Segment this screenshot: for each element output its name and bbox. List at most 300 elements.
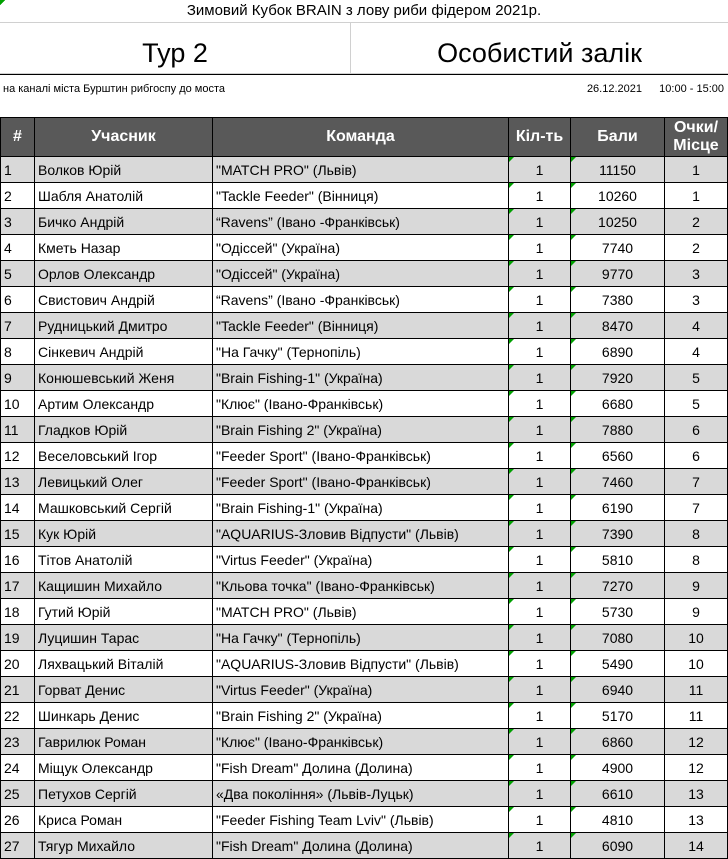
row-number-text: 21 bbox=[4, 681, 20, 698]
team-name-text: "Brain Fishing-1" (Україна) bbox=[216, 499, 383, 516]
team-name-text: «Два покоління» (Львів-Луцьк) bbox=[216, 785, 414, 802]
quantity-cell-text: 1 bbox=[535, 317, 544, 334]
row-number bbox=[1, 755, 35, 781]
place-cell bbox=[665, 339, 728, 365]
team-name bbox=[213, 391, 509, 417]
points-cell bbox=[571, 755, 665, 781]
participant-name bbox=[35, 495, 213, 521]
quantity-cell-text: 1 bbox=[535, 369, 544, 386]
team-name bbox=[213, 547, 509, 573]
team-name-text: "MATCH PRO" (Львів) bbox=[216, 603, 357, 620]
place-cell-text: 2 bbox=[692, 213, 700, 230]
points-cell bbox=[571, 417, 665, 443]
cell-marker-icon bbox=[571, 677, 576, 682]
row-number bbox=[1, 157, 35, 183]
quantity-cell-text: 1 bbox=[535, 551, 544, 568]
cell-marker-icon bbox=[571, 755, 576, 760]
points-cell-text: 6610 bbox=[601, 785, 634, 802]
team-name-text: "Одіссей" (Україна) bbox=[216, 265, 340, 282]
quantity-cell bbox=[509, 495, 571, 521]
points-cell-text: 6860 bbox=[601, 733, 634, 750]
team-name bbox=[213, 651, 509, 677]
cell-marker-icon bbox=[571, 807, 576, 812]
participant-name bbox=[35, 651, 213, 677]
cell-marker-icon bbox=[571, 703, 576, 708]
place-cell-text: 7 bbox=[692, 473, 700, 490]
points-cell-text: 7380 bbox=[601, 291, 634, 308]
participant-name bbox=[35, 157, 213, 183]
table-row bbox=[1, 365, 728, 391]
participant-name bbox=[35, 547, 213, 573]
place-cell-text: 4 bbox=[692, 317, 700, 334]
team-name bbox=[213, 703, 509, 729]
quantity-cell bbox=[509, 209, 571, 235]
quantity-cell bbox=[509, 417, 571, 443]
team-name-text: "Tackle Feeder" (Вінниця) bbox=[216, 317, 379, 334]
points-cell bbox=[571, 625, 665, 651]
row-number-text: 1 bbox=[4, 161, 12, 178]
row-number-text: 3 bbox=[4, 213, 12, 230]
row-number-text: 6 bbox=[4, 291, 12, 308]
cell-marker-icon bbox=[509, 703, 514, 708]
team-name bbox=[213, 573, 509, 599]
cell-marker-icon bbox=[571, 573, 576, 578]
participant-name bbox=[35, 807, 213, 833]
participant-name bbox=[35, 391, 213, 417]
quantity-cell bbox=[509, 157, 571, 183]
quantity-cell-text: 1 bbox=[535, 291, 544, 308]
row-number-text: 27 bbox=[4, 837, 20, 854]
row-number bbox=[1, 807, 35, 833]
quantity-cell-text: 1 bbox=[535, 473, 544, 490]
points-cell-text: 7390 bbox=[601, 525, 634, 542]
team-name-text: "MATCH PRO" (Львів) bbox=[216, 161, 357, 178]
place-cell bbox=[665, 807, 728, 833]
team-name-text: "Одіссей" (Україна) bbox=[216, 239, 340, 256]
participant-name-text: Кук Юрій bbox=[38, 525, 97, 542]
row-number bbox=[1, 547, 35, 573]
points-cell bbox=[571, 261, 665, 287]
place-cell-text: 4 bbox=[692, 343, 700, 360]
team-name-text: "Tackle Feeder" (Вінниця) bbox=[216, 187, 379, 204]
cell-marker-icon bbox=[571, 495, 576, 500]
team-name-text: "Кльова точка" (Івано-Франківськ) bbox=[216, 577, 435, 594]
row-number bbox=[1, 443, 35, 469]
place-cell-text: 1 bbox=[692, 161, 700, 178]
col-header-quantity: Кіл-ть bbox=[509, 118, 571, 157]
round-label: Тур 2 bbox=[0, 23, 351, 73]
participant-name-text: Машковський Сергій bbox=[38, 499, 172, 516]
points-cell bbox=[571, 573, 665, 599]
table-row bbox=[1, 391, 728, 417]
participant-name-text: Гутий Юрій bbox=[38, 603, 111, 620]
place-cell bbox=[665, 729, 728, 755]
row-number-text: 11 bbox=[4, 421, 19, 438]
participant-name-text: Ляхвацький Віталій bbox=[38, 655, 164, 672]
participant-name-text: Гаврилюк Роман bbox=[38, 733, 146, 750]
team-name-text: "Virtus Feeder" (Україна) bbox=[216, 551, 373, 568]
quantity-cell-text: 1 bbox=[535, 733, 544, 750]
place-cell bbox=[665, 287, 728, 313]
row-number bbox=[1, 781, 35, 807]
row-number bbox=[1, 573, 35, 599]
points-cell-text: 4810 bbox=[601, 811, 634, 828]
cell-marker-icon bbox=[571, 651, 576, 656]
cell-marker-icon bbox=[571, 547, 576, 552]
cell-marker-icon bbox=[509, 625, 514, 630]
competition-title: Зимовий Кубок BRAIN з лову риби фідером 2021р. bbox=[0, 0, 728, 23]
points-cell bbox=[571, 183, 665, 209]
team-name-text: "Feeder Fishing Team Lviv" (Львів) bbox=[216, 811, 434, 828]
points-cell bbox=[571, 781, 665, 807]
place-cell bbox=[665, 261, 728, 287]
points-cell bbox=[571, 287, 665, 313]
table-row bbox=[1, 677, 728, 703]
points-cell bbox=[571, 599, 665, 625]
place-cell bbox=[665, 235, 728, 261]
participant-name bbox=[35, 781, 213, 807]
quantity-cell-text: 1 bbox=[535, 603, 544, 620]
quantity-cell-text: 1 bbox=[535, 239, 544, 256]
table-row bbox=[1, 547, 728, 573]
cell-marker-icon bbox=[509, 261, 514, 266]
quantity-cell-text: 1 bbox=[535, 655, 544, 672]
cell-marker-icon bbox=[509, 547, 514, 552]
participant-name-text: Тягур Михайло bbox=[38, 837, 136, 854]
row-number-text: 18 bbox=[4, 603, 20, 620]
place-cell bbox=[665, 651, 728, 677]
event-info bbox=[0, 74, 728, 103]
row-number bbox=[1, 625, 35, 651]
points-cell bbox=[571, 339, 665, 365]
place-cell bbox=[665, 625, 728, 651]
quantity-cell bbox=[509, 339, 571, 365]
participant-name bbox=[35, 209, 213, 235]
points-cell-text: 4900 bbox=[601, 759, 634, 776]
participant-name-text: Рудницький Дмитро bbox=[38, 317, 168, 334]
place-cell bbox=[665, 209, 728, 235]
results-table bbox=[0, 117, 728, 859]
quantity-cell-text: 1 bbox=[535, 759, 544, 776]
quantity-cell bbox=[509, 651, 571, 677]
table-row bbox=[1, 287, 728, 313]
quantity-cell-text: 1 bbox=[535, 447, 544, 464]
table-row bbox=[1, 521, 728, 547]
place-cell bbox=[665, 495, 728, 521]
place-cell-text: 8 bbox=[692, 551, 700, 568]
participant-name-text: Волков Юрій bbox=[38, 161, 122, 178]
cell-marker-icon bbox=[571, 157, 576, 162]
points-cell-text: 7270 bbox=[601, 577, 634, 594]
cell-marker-icon bbox=[509, 833, 514, 838]
team-name bbox=[213, 417, 509, 443]
cell-marker-icon bbox=[571, 287, 576, 292]
row-number bbox=[1, 209, 35, 235]
cell-marker-icon bbox=[509, 365, 514, 370]
cell-marker-icon bbox=[509, 443, 514, 448]
row-number-text: 19 bbox=[4, 629, 20, 646]
participant-name bbox=[35, 573, 213, 599]
table-header-row bbox=[1, 118, 728, 157]
table-row bbox=[1, 729, 728, 755]
participant-name bbox=[35, 287, 213, 313]
participant-name bbox=[35, 599, 213, 625]
quantity-cell-text: 1 bbox=[535, 629, 544, 646]
place-cell-text: 9 bbox=[692, 603, 700, 620]
participant-name-text: Свистович Андрій bbox=[38, 291, 155, 308]
points-cell bbox=[571, 313, 665, 339]
points-cell-text: 11150 bbox=[599, 161, 636, 178]
team-name-text: "На Гачку" (Тернопіль) bbox=[216, 343, 361, 360]
cell-marker-icon bbox=[509, 391, 514, 396]
team-name bbox=[213, 495, 509, 521]
place-cell-text: 6 bbox=[692, 447, 700, 464]
table-row bbox=[1, 469, 728, 495]
participant-name bbox=[35, 625, 213, 651]
place-cell bbox=[665, 469, 728, 495]
team-name bbox=[213, 521, 509, 547]
row-number-text: 7 bbox=[4, 317, 12, 334]
place-cell-text: 8 bbox=[692, 525, 700, 542]
table-row bbox=[1, 209, 728, 235]
quantity-cell bbox=[509, 703, 571, 729]
row-number-text: 14 bbox=[4, 499, 20, 516]
participant-name-text: Сінкевич Андрій bbox=[38, 343, 144, 360]
row-number-text: 23 bbox=[4, 733, 20, 750]
points-cell-text: 10250 bbox=[598, 213, 637, 230]
row-number-text: 12 bbox=[4, 447, 20, 464]
table-row bbox=[1, 703, 728, 729]
row-number-text: 26 bbox=[4, 811, 20, 828]
points-cell-text: 9770 bbox=[601, 265, 634, 282]
cell-marker-icon bbox=[509, 469, 514, 474]
place-cell-text: 5 bbox=[692, 395, 700, 412]
team-name-text: "Клює" (Івано-Франківськ) bbox=[216, 395, 384, 412]
participant-name bbox=[35, 703, 213, 729]
row-number bbox=[1, 183, 35, 209]
points-cell-text: 10260 bbox=[598, 187, 637, 204]
row-number bbox=[1, 729, 35, 755]
team-name bbox=[213, 781, 509, 807]
place-cell-text: 7 bbox=[692, 499, 700, 516]
points-cell-text: 6090 bbox=[601, 837, 634, 854]
cell-marker-icon bbox=[571, 625, 576, 630]
participant-name-text: Міщук Олександр bbox=[38, 759, 153, 776]
quantity-cell bbox=[509, 365, 571, 391]
points-cell-text: 7920 bbox=[601, 369, 634, 386]
team-name bbox=[213, 339, 509, 365]
table-row bbox=[1, 755, 728, 781]
team-name bbox=[213, 365, 509, 391]
points-cell-text: 7740 bbox=[601, 239, 634, 256]
place-cell bbox=[665, 417, 728, 443]
participant-name-text: Криса Роман bbox=[38, 811, 123, 828]
place-cell-text: 2 bbox=[692, 239, 700, 256]
quantity-cell-text: 1 bbox=[535, 421, 544, 438]
cell-marker-icon bbox=[509, 157, 514, 162]
participant-name bbox=[35, 417, 213, 443]
quantity-cell-text: 1 bbox=[535, 707, 544, 724]
cell-marker-icon bbox=[571, 339, 576, 344]
table-row bbox=[1, 417, 728, 443]
participant-name-text: Тітов Анатолій bbox=[38, 551, 133, 568]
row-number-text: 20 bbox=[4, 655, 20, 672]
team-name bbox=[213, 157, 509, 183]
participant-name-text: Горват Денис bbox=[38, 681, 126, 698]
participant-name bbox=[35, 183, 213, 209]
quantity-cell-text: 1 bbox=[535, 785, 544, 802]
participant-name bbox=[35, 443, 213, 469]
quantity-cell bbox=[509, 183, 571, 209]
points-cell bbox=[571, 729, 665, 755]
cell-marker-icon bbox=[571, 209, 576, 214]
quantity-cell-text: 1 bbox=[535, 265, 544, 282]
row-number-text: 9 bbox=[4, 369, 12, 386]
points-cell bbox=[571, 391, 665, 417]
team-name bbox=[213, 677, 509, 703]
cell-marker-icon bbox=[571, 729, 576, 734]
cell-marker-icon bbox=[509, 209, 514, 214]
points-cell-text: 5490 bbox=[601, 655, 634, 672]
table-row bbox=[1, 443, 728, 469]
team-name-text: "Virtus Feeder" (Україна) bbox=[216, 681, 373, 698]
row-number bbox=[1, 599, 35, 625]
row-number-text: 13 bbox=[4, 473, 20, 490]
participant-name bbox=[35, 521, 213, 547]
row-number-text: 8 bbox=[4, 343, 12, 360]
points-cell-text: 6890 bbox=[601, 343, 634, 360]
category-label: Особистий залік bbox=[437, 38, 642, 68]
points-cell-text: 7080 bbox=[601, 629, 634, 646]
cell-marker-icon bbox=[509, 807, 514, 812]
place-cell bbox=[665, 755, 728, 781]
participant-name bbox=[35, 469, 213, 495]
quantity-cell-text: 1 bbox=[535, 837, 544, 854]
quantity-cell-text: 1 bbox=[535, 499, 544, 516]
cell-marker-icon bbox=[509, 495, 514, 500]
row-number-text: 5 bbox=[4, 265, 12, 282]
col-header-participant: Учасник bbox=[35, 118, 213, 157]
quantity-cell bbox=[509, 391, 571, 417]
team-name-text: "На Гачку" (Тернопіль) bbox=[216, 629, 361, 646]
quantity-cell bbox=[509, 573, 571, 599]
cell-marker-icon bbox=[509, 521, 514, 526]
team-name-text: "Brain Fishing 2" (Україна) bbox=[216, 421, 382, 438]
team-name bbox=[213, 729, 509, 755]
team-name-text: "Brain Fishing-1" (Україна) bbox=[216, 369, 383, 386]
table-row bbox=[1, 781, 728, 807]
col-header-number: # bbox=[1, 118, 35, 157]
cell-marker-icon bbox=[509, 573, 514, 578]
row-number-text: 24 bbox=[4, 759, 20, 776]
cell-marker-icon bbox=[509, 313, 514, 318]
row-number-text: 22 bbox=[4, 707, 20, 724]
team-name bbox=[213, 807, 509, 833]
quantity-cell bbox=[509, 625, 571, 651]
cell-marker-icon bbox=[571, 235, 576, 240]
participant-name-text: Петухов Сергій bbox=[38, 785, 137, 802]
participant-name bbox=[35, 261, 213, 287]
points-cell bbox=[571, 547, 665, 573]
row-number bbox=[1, 235, 35, 261]
place-cell-text: 11 bbox=[688, 707, 704, 724]
place-cell bbox=[665, 443, 728, 469]
team-name-text: "Клює" (Івано-Франківськ) bbox=[216, 733, 384, 750]
team-name-text: “Ravens” (Івано -Франківськ) bbox=[216, 291, 400, 308]
place-cell bbox=[665, 183, 728, 209]
place-cell bbox=[665, 521, 728, 547]
points-cell-text: 6560 bbox=[601, 447, 634, 464]
place-cell bbox=[665, 599, 728, 625]
participant-name-text: Левицький Олег bbox=[38, 473, 143, 490]
cell-marker-icon bbox=[509, 755, 514, 760]
col-header-team: Команда bbox=[213, 118, 509, 157]
quantity-cell-text: 1 bbox=[535, 395, 544, 412]
quantity-cell bbox=[509, 729, 571, 755]
team-name bbox=[213, 599, 509, 625]
team-name bbox=[213, 287, 509, 313]
cell-marker-icon bbox=[571, 391, 576, 396]
row-number-text: 16 bbox=[4, 551, 20, 568]
cell-marker-icon bbox=[509, 729, 514, 734]
quantity-cell bbox=[509, 781, 571, 807]
place-cell-text: 9 bbox=[692, 577, 700, 594]
place-cell-text: 12 bbox=[688, 733, 704, 750]
place-cell bbox=[665, 365, 728, 391]
row-number bbox=[1, 313, 35, 339]
team-name bbox=[213, 261, 509, 287]
cell-marker-icon bbox=[571, 417, 576, 422]
points-cell-text: 5170 bbox=[601, 707, 634, 724]
cell-marker-icon bbox=[509, 339, 514, 344]
row-number-text: 17 bbox=[4, 577, 20, 594]
table-row bbox=[1, 313, 728, 339]
row-number bbox=[1, 677, 35, 703]
table-row bbox=[1, 651, 728, 677]
place-cell bbox=[665, 391, 728, 417]
quantity-cell-text: 1 bbox=[535, 811, 544, 828]
points-cell-text: 6940 bbox=[601, 681, 634, 698]
team-name bbox=[213, 235, 509, 261]
row-number bbox=[1, 339, 35, 365]
place-cell-text: 14 bbox=[688, 837, 704, 854]
team-name bbox=[213, 443, 509, 469]
place-cell bbox=[665, 703, 728, 729]
participant-name-text: Орлов Олександр bbox=[38, 265, 156, 282]
quantity-cell bbox=[509, 807, 571, 833]
row-number-text: 10 bbox=[4, 395, 20, 412]
place-cell-text: 11 bbox=[688, 681, 704, 698]
row-number-text: 25 bbox=[4, 785, 20, 802]
participant-name-text: Кащишин Михайло bbox=[38, 577, 162, 594]
points-cell bbox=[571, 209, 665, 235]
round-header bbox=[0, 23, 728, 74]
place-cell-text: 3 bbox=[692, 291, 700, 308]
participant-name bbox=[35, 339, 213, 365]
time-text: 10:00 - 15:00 bbox=[659, 83, 724, 95]
cell-marker-icon bbox=[571, 261, 576, 266]
place-cell bbox=[665, 157, 728, 183]
participant-name-text: Веселовський Ігор bbox=[38, 447, 158, 464]
cell-marker-icon bbox=[571, 521, 576, 526]
place-cell-text: 12 bbox=[688, 759, 704, 776]
quantity-cell bbox=[509, 599, 571, 625]
cell-marker-icon bbox=[571, 469, 576, 474]
cell-marker-icon bbox=[571, 183, 576, 188]
row-number bbox=[1, 417, 35, 443]
quantity-cell bbox=[509, 547, 571, 573]
quantity-cell-text: 1 bbox=[535, 525, 544, 542]
